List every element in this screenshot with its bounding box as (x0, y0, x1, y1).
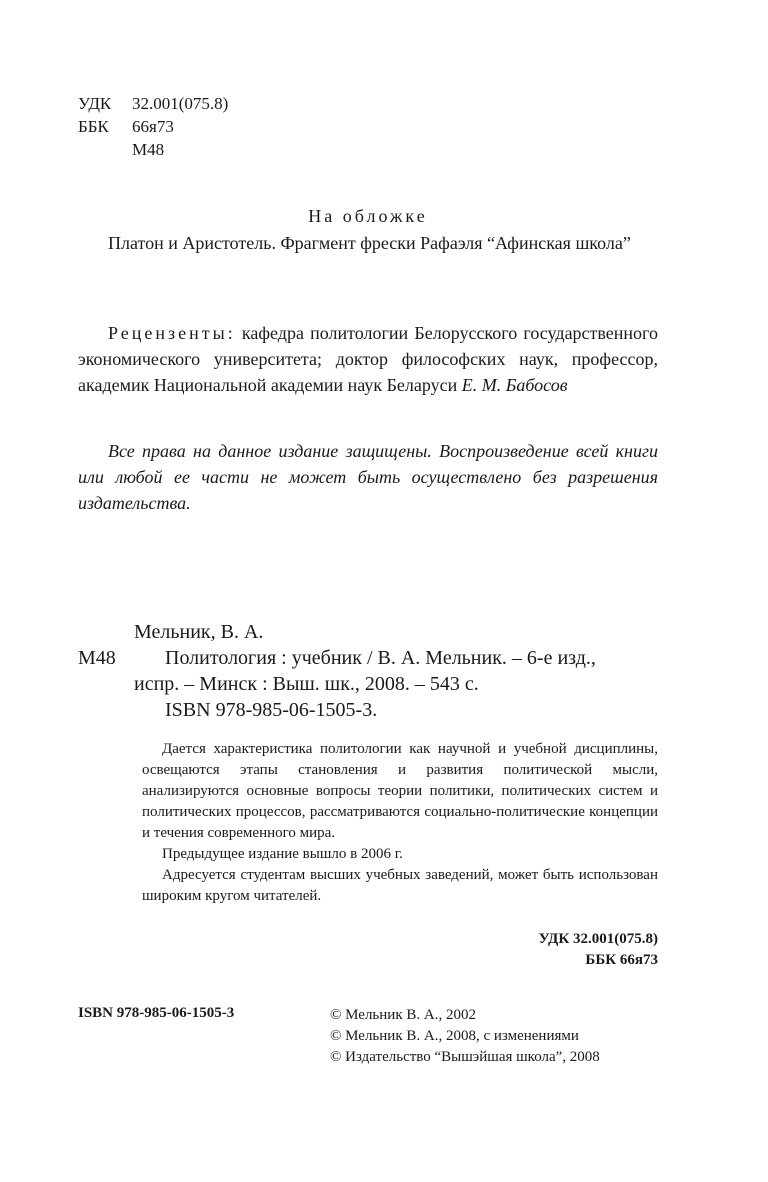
annotation-paragraph-3: Адресуется студентам высших учебных заведений, может быть использован широким кругом читателей. (142, 867, 658, 904)
bbk-row (78, 115, 228, 138)
bbk-value: 66я73 (132, 117, 174, 136)
reviewer-name: Е. М. Бабосов (461, 375, 568, 395)
reviewers-label: Рецензенты: (108, 323, 236, 343)
footer-isbn: ISBN 978-985-06-1505-3 (78, 1005, 235, 1021)
author-mark-row (78, 138, 228, 161)
rights-notice (78, 438, 658, 516)
bib-mark: М48 (78, 647, 116, 669)
copyright-block (330, 1005, 600, 1068)
cover-description (78, 230, 658, 256)
author-mark: М48 (132, 140, 165, 159)
annotation-block (142, 739, 658, 907)
annotation-paragraph-1: Дается характеристика политологии как научной и учебной дисциплины, освещаются этапы становления и развития политической мысли, анализируются основные вопросы теории политики, политических систем и политических процессов, рассматриваются социально-политические концепции и течения современного мира. (142, 741, 658, 841)
udk-label: УДК (78, 94, 112, 113)
bib-line-2: испр. – Минск : Выш. шк., 2008. – 543 с. (134, 673, 479, 695)
reviewers-block (78, 320, 658, 398)
udk-row (78, 92, 228, 115)
bib-isbn: ISBN 978-985-06-1505-3. (165, 699, 378, 721)
codes-bbk: ББК 66я73 (585, 952, 658, 968)
codes-block (400, 929, 658, 971)
annotation-paragraph-2: Предыдущее издание вышло в 2006 г. (162, 846, 403, 862)
cover-heading: На обложке (308, 206, 428, 226)
copyright-line-3: © Издательство “Вышэйшая школа”, 2008 (330, 1049, 600, 1065)
bib-line-1: Политология : учебник / В. А. Мельник. – 6-е изд., (165, 647, 596, 669)
rights-text: Все права на данное издание защищены. Воспроизведение всей книги или любой ее части не может быть осуществлено без разрешения издательства. (78, 441, 658, 513)
bib-author: Мельник, В. А. (134, 621, 264, 643)
bbk-label: ББК (78, 117, 109, 136)
classification-block (78, 92, 228, 161)
reviewers-text: кафедра политологии Белорусского государственного экономического университета; доктор философских наук, профессор, академик Национальной академии наук Беларуси (78, 323, 658, 395)
copyright-line-2: © Мельник В. А., 2008, с изменениями (330, 1028, 579, 1044)
udk-value: 32.001(075.8) (132, 94, 229, 113)
cover-text: Платон и Аристотель. Фрагмент фрески Рафаэля “Афинская школа” (108, 233, 631, 253)
codes-udk: УДК 32.001(075.8) (538, 931, 658, 947)
copyright-line-1: © Мельник В. А., 2002 (330, 1007, 476, 1023)
